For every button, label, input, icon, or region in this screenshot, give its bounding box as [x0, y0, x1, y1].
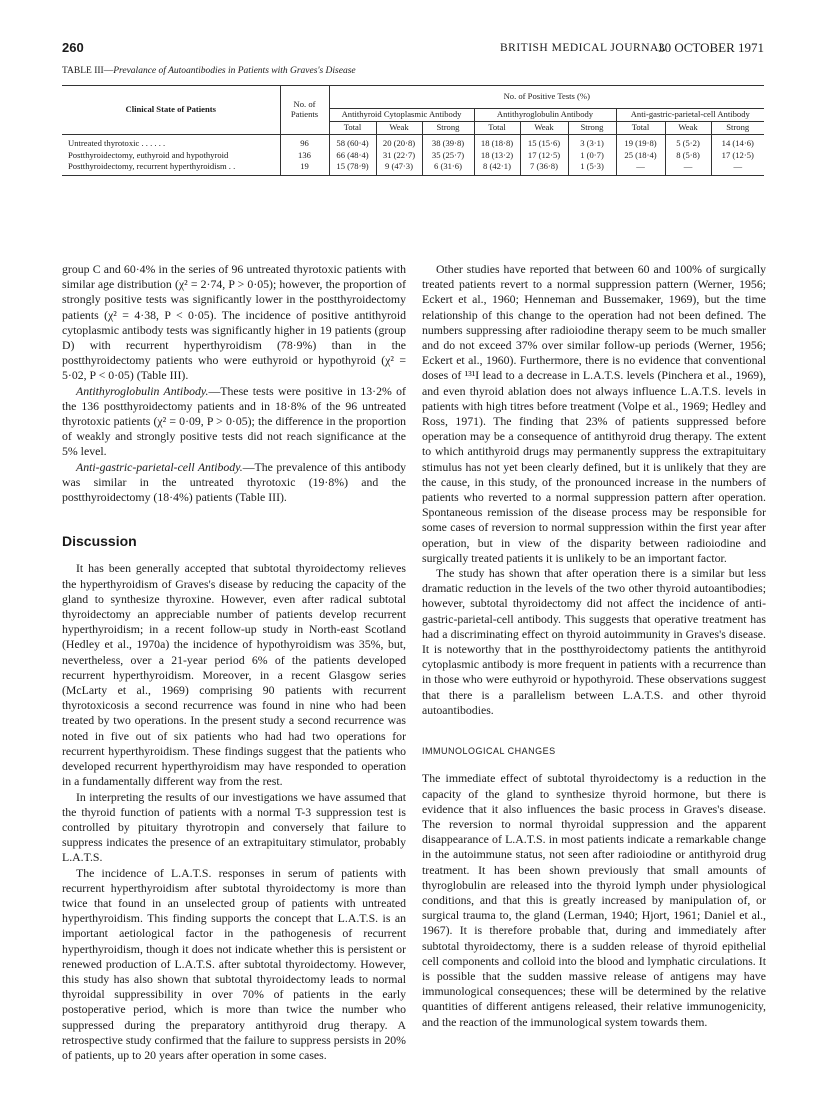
cell: —	[711, 161, 764, 175]
paragraph: Other studies have reported that between 60 and 100% of surgically treated patients revert to a normal suppression pattern (Werner, 1956; Eckert et al., 1960; Henneman and Bussemaker, 1969), but the time relationship of this change to the operation had not been defined. The numbers suppressing after radioiodine therapy seem to be much smaller and do not exceed 37% over similar follow-up periods (Werner, 1956; Eckert et al., 1960). Furthermore, there is no evidence that conventional doses of ¹³¹I lead to a decrease in L.A.T.S. levels (Pinchera et al., 1969), and even thyroid ablation does not always influence L.A.T.S. levels in patients with high titres before treatment (Volpe et al., 1969; Hedley and Ross, 1971). The finding that 23% of patients suppressed before operation may be a consequence of antithyroid drug therapy. The extent to which antithyroid drugs may permanently suppress the extrapituitary stimulus has not yet been clearly defined, but it is unlikely that they are the cause, in this study, of the pronounced increase in the numbers of patients who reverted to a normal suppression pattern after operation. Spontaneous remission of the disease process may be responsible for some cases of reversion to normal suppression within the first year after operation, but in view of the disparity between radioiodine and surgically treated patients it is unlikely to be an important factor.	[422, 262, 766, 565]
subheader-weak: Weak	[665, 121, 711, 134]
paragraph: The incidence of L.A.T.S. responses in serum of patients with recurrent hyperthyroidism after subtotal thyroidectomy is more than twice that found in an unselected group of patients with untreated hyperthyroidism. This finding supports the concept that L.A.T.S. is an important aetiological factor in the pathogenesis of recurrent hyperthyroidism, though it does not indicate whether this is persistent or renewed production of L.A.T.S. after subtotal thyroidectomy. However, this study has also shown that subtotal thyroidectomy leads to normal thyroidal suppressibility in over 70% of patients in the early postoperative period, which is more than twice the number who suppressed during the preparatory antithyroid drug therapy. A retrospective study confirmed that the failure to suppress persists in 20% of patients, up to 20 years after operation in some cases.	[62, 865, 406, 1062]
cell: 8 (5·8)	[665, 150, 711, 162]
subheader-weak: Weak	[520, 121, 568, 134]
cell: 66 (48·4)	[329, 150, 376, 162]
discussion-heading: Discussion	[62, 533, 137, 550]
cell: 17 (12·5)	[711, 150, 764, 162]
paragraph: In interpreting the results of our investigations we have assumed that the thyroid function of patients with a normal T-3 suppression test is controlled by pituitary thyrotropin and conversely that failure to suppress indicates the presence of an extrapituitary stimulator, probably L.A.T.S.	[62, 789, 406, 865]
cell: 20 (20·8)	[376, 134, 422, 149]
table-title: Prevalance of Autoantibodies in Patients with Graves's Disease	[113, 66, 356, 76]
right-text-column	[422, 262, 766, 1030]
cell: 7 (36·8)	[520, 161, 568, 175]
cell: 9 (47·3)	[376, 161, 422, 175]
header-positive-tests: No. of Positive Tests (%)	[329, 86, 764, 109]
row-state: Untreated thyrotoxic . . . . . .	[68, 137, 166, 148]
subheader-total: Total	[329, 121, 376, 134]
table-row	[62, 150, 764, 162]
cell: 17 (12·5)	[520, 150, 568, 162]
journal-name: BRITISH MEDICAL JOURNAL	[500, 42, 667, 54]
cell: 19 (19·8)	[616, 134, 665, 149]
subheader-strong: Strong	[422, 121, 474, 134]
table-caption	[62, 66, 356, 76]
table-label: TABLE III—	[62, 66, 114, 76]
paragraph-body: —The prevalence of this antibody was similar in the untreated thyrotoxic (19·8%) and the postthyroidectomy (18·4%) patients (Table III).	[62, 459, 406, 505]
subheader-strong: Strong	[711, 121, 764, 134]
cell: —	[616, 161, 665, 175]
row-n: 19	[280, 161, 329, 175]
subsection-heading: Antithyroglobulin Antibody.	[76, 383, 209, 398]
cell: 1 (0·7)	[568, 150, 616, 162]
left-text-column	[62, 262, 406, 1063]
header-no-patients: No. of Patients	[280, 86, 329, 135]
cell: 58 (60·4)	[329, 134, 376, 149]
autoantibody-table	[62, 85, 764, 176]
issue-date: 30 OCTOBER 1971	[658, 40, 764, 55]
cell: 18 (13·2)	[474, 150, 520, 162]
row-n: 136	[280, 150, 329, 162]
cell: 15 (78·9)	[329, 161, 376, 175]
cell: —	[665, 161, 711, 175]
cell: 14 (14·6)	[711, 134, 764, 149]
cell: 18 (18·8)	[474, 134, 520, 149]
paragraph	[62, 460, 406, 506]
cell: 6 (31·6)	[422, 161, 474, 175]
row-state: Postthyroidectomy, euthyroid and hypothyroid	[68, 149, 229, 160]
page-number: 260	[62, 40, 84, 55]
paragraph: The study has shown that after operation there is a similar but less dramatic reduction in the levels of the two other thyroid autoantibodies; however, subtotal thyroidectomy did not affect the incidence of anti-gastric-parietal-cell antibody. This suggests that operative treatment has had a discriminating effect on thyroid autoimmunity in Graves's disease. It is noteworthy that in the postthyroidectomy patients the antithyroid cytoplasmic antibody is more frequent in patients with a recurrence than in those who were euthyroid or hypothyroid. These observations suggest that there is a parallelism between L.A.T.S. and other thyroid autoantibodies.	[422, 566, 766, 717]
header-group-cytoplasmic: Antithyroid Cytoplasmic Antibody	[329, 108, 474, 121]
paragraph-body: —These tests were positive in 13·2% of the 136 postthyroidectomy patients and in 18·8% of the 96 untreated thyrotoxic patients (χ² = 0·09, P > 0·05); the difference in the proportion of weakly and strongly positive tests did not reach significance at the 5% level.	[62, 383, 406, 459]
cell: 1 (5·3)	[568, 161, 616, 175]
header-group-gastric: Anti-gastric-parietal-cell Antibody	[616, 108, 764, 121]
page-header	[62, 40, 764, 60]
table-row	[62, 134, 764, 149]
cell: 38 (39·8)	[422, 134, 474, 149]
paragraph: The immediate effect of subtotal thyroidectomy is a reduction in the capacity of the gland to synthesize thyroid hormone, but there is evidence that it also influences the basic process in Graves's disease. The reversion to normal thyroidal suppression and the apparent disappearance of L.A.T.S. in most patients indicate a remarkable change in the autoimmune status, not seen after radioiodine or antithyroid drug treatment. It has been shown previously that small amounts of thyroglobulin are released into the thyroid lymph under physiological conditions, and that this is greatly increased by manipulation of, or surgical trauma to, the gland (Lerman, 1940; Hjort, 1961; Daniel et al., 1967). It is therefore probable that, during and immediately after subtotal thyroidectomy, there is a sudden release of thyroid epithelial cell components and colloid into the blood and lymphatic circulations. It is possible that the sudden massive release of antigens may have immunological consequences; these will be determined by the relative quantities of different antigens released, their relative immunogenicity, and the reaction of the immunological system towards them.	[422, 771, 766, 1029]
paragraph	[62, 384, 406, 460]
immunological-changes-heading: IMMUNOLOGICAL CHANGES	[422, 746, 556, 757]
header-group-thyroglobulin: Antithyroglobulin Antibody	[474, 108, 616, 121]
subheader-total: Total	[474, 121, 520, 134]
subheader-strong: Strong	[568, 121, 616, 134]
subsection-heading: Anti-gastric-parietal-cell Antibody.	[76, 459, 243, 474]
cell: 3 (3·1)	[568, 134, 616, 149]
subheader-weak: Weak	[376, 121, 422, 134]
cell: 8 (42·1)	[474, 161, 520, 175]
paragraph: group C and 60·4% in the series of 96 untreated thyrotoxic patients with similar age distribution (χ² = 2·74, P > 0·05); however, the proportion of strongly positive tests was significantly lower in the postthyroidectomy patients (χ² = 4·38, P < 0·05). The incidence of positive antithyroid cytoplasmic antibody tests was significantly higher in 19 patients (group D) with recurrent hyperthyroidism (78·9%) than in the postthyroidectomy patients who were euthyroid or hypothyroid (χ² = 5·02, P < 0·05) (Table III).	[62, 262, 406, 383]
subheader-total: Total	[616, 121, 665, 134]
paragraph: It has been generally accepted that subtotal thyroidectomy relieves the hyperthyroidism of Graves's disease by reducing the capacity of the gland to synthesize thyroxine. However, even after radical subtotal thyroidectomy an appreciable number of patients develop recurrent hyperthyroidism; in a recent follow-up study in North-east Scotland (Hedley et al., 1970a) the incidence of hypothyroidism was 35%, but, nevertheless, over a 21-year period 6% of the patients developed recurrent hyperthyroidism. Moreover, in a recent Glasgow series (McLarty et al., 1969) comprising 90 patients with recurrent thyrotoxicosis a second recurrence was found in nine who had been treated by two operations. In the present study a second recurrence was noted in five out of six patients who had had two operations for recurrent hyperthyroidism. These findings suggest that the patients who developed recurrent hyperthyroidism may have responded to operation in a fundamentally different way from the rest.	[62, 561, 406, 789]
header-clinical-state: Clinical State of Patients	[62, 86, 280, 135]
row-state: Postthyroidectomy, recurrent hyperthyroidism . .	[62, 161, 280, 175]
cell: 15 (15·6)	[520, 134, 568, 149]
table-row	[62, 161, 764, 175]
cell: 25 (18·4)	[616, 150, 665, 162]
row-n: 96	[280, 134, 329, 149]
cell: 5 (5·2)	[665, 134, 711, 149]
cell: 35 (25·7)	[422, 150, 474, 162]
cell: 31 (22·7)	[376, 150, 422, 162]
